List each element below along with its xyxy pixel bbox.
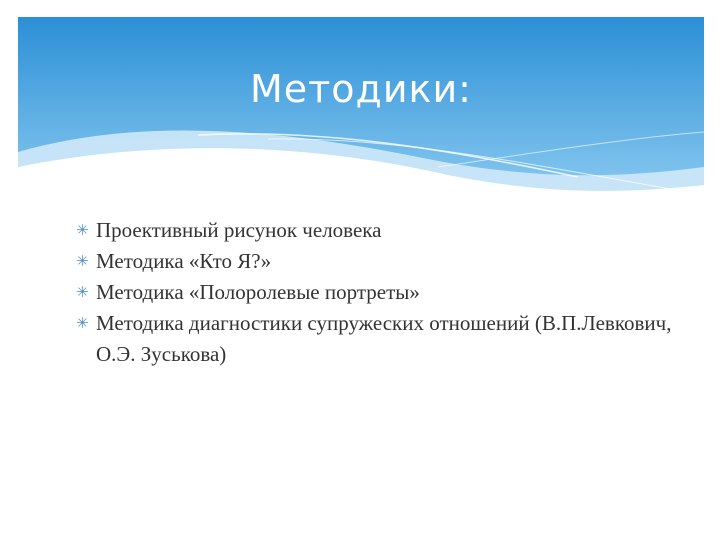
- list-item: [76, 246, 676, 277]
- list-item-text: Проективный рисунок человека: [96, 218, 382, 242]
- list-item: [76, 215, 676, 246]
- list-item: [76, 277, 676, 308]
- header-banner: [18, 17, 704, 207]
- list-item-text: Методика диагностики супружеских отношений (В.П.Левкович, О.Э. Зуськова): [96, 311, 672, 366]
- asterisk-bullet-icon: ✳: [76, 283, 89, 301]
- asterisk-bullet-icon: ✳: [76, 314, 89, 332]
- list-item: [76, 308, 676, 370]
- asterisk-bullet-icon: ✳: [76, 252, 89, 270]
- slide-title: Методики:: [250, 67, 472, 111]
- list-item-text: Методика «Полоролевые портреты»: [96, 280, 420, 304]
- sky-wave-background: [18, 17, 704, 207]
- bullet-list: [76, 215, 676, 370]
- list-item-text: Методика «Кто Я?»: [96, 249, 272, 273]
- asterisk-bullet-icon: ✳: [76, 221, 89, 239]
